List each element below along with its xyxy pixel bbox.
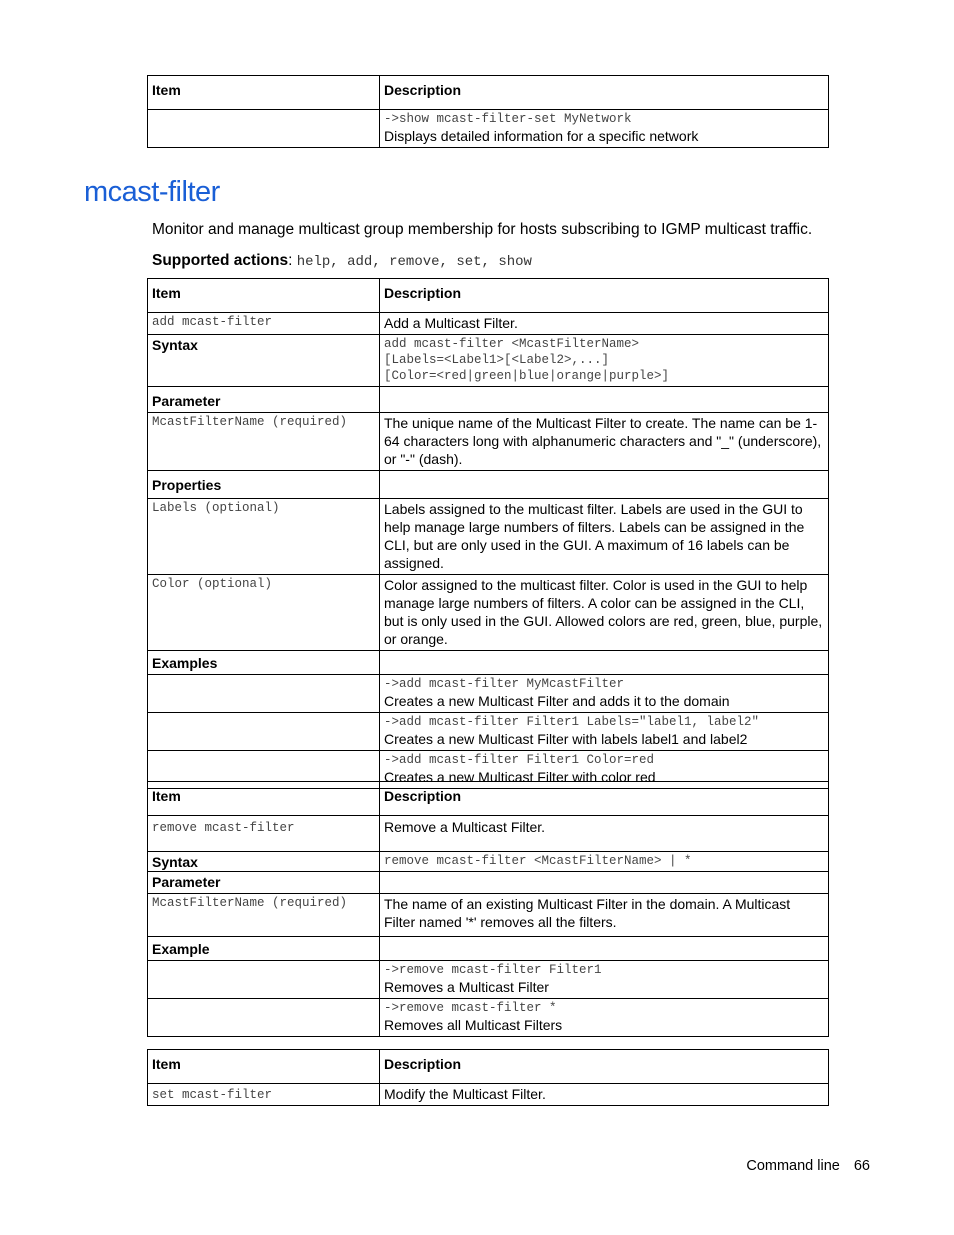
example-code: ->add mcast-filter MyMcastFilter [384, 677, 625, 691]
table-row [148, 999, 829, 1037]
properties-label: Properties [148, 471, 380, 499]
example-text: Displays detailed information for a specific network [384, 128, 699, 144]
color-description: Color assigned to the multicast filter. Color is used in the GUI to help manage large numbers of filters. A color can be assigned in the CLI, but is only used in the GUI. Allowed colors are red, green, blue, purple, or orange. [380, 575, 829, 651]
table-remove [147, 781, 829, 1037]
item-cell [148, 110, 380, 148]
table-set [147, 1049, 829, 1106]
empty-cell [380, 651, 829, 675]
table-row [148, 872, 829, 894]
example-cell [380, 713, 829, 751]
table-row [148, 894, 829, 937]
example-text: Creates a new Multicast Filter and adds it to the domain [384, 693, 730, 709]
example-cell [380, 999, 829, 1037]
table-row [148, 651, 829, 675]
table-row [148, 471, 829, 499]
parameter-name: McastFilterName (required) [152, 896, 348, 910]
table-row [148, 937, 829, 961]
table-row [148, 1084, 829, 1106]
example-code: ->show mcast-filter-set MyNetwork [384, 112, 632, 126]
example-label: Example [148, 937, 380, 961]
header-item: Item [148, 782, 380, 816]
color-name-cell [148, 575, 380, 651]
example-code: ->add mcast-filter Filter1 Labels="label1, label2" [384, 715, 760, 729]
page-number: 66 [853, 1158, 870, 1174]
supported-actions [152, 252, 532, 270]
supported-actions-separator: : [288, 252, 297, 269]
example-cell [380, 961, 829, 999]
header-description: Description [380, 76, 829, 110]
header-item: Item [148, 76, 380, 110]
syntax-line-2: [Labels=<Label1>[<Label2>,...] [384, 353, 610, 367]
table-row [148, 335, 829, 387]
parameter-label: Parameter [148, 387, 380, 413]
action-description: Add a Multicast Filter. [380, 313, 829, 335]
parameter-description: The unique name of the Multicast Filter to create. The name can be 1-64 characters long with alphanumeric characters and "_" (underscore), or "-" (dash). [380, 413, 829, 471]
syntax-label: Syntax [148, 852, 380, 872]
description-cell [380, 110, 829, 148]
empty-cell [380, 471, 829, 499]
empty-cell [148, 713, 380, 751]
empty-cell [380, 872, 829, 894]
table-row [148, 413, 829, 471]
table-row [148, 499, 829, 575]
action-cell [148, 1084, 380, 1106]
action-description: Modify the Multicast Filter. [380, 1084, 829, 1106]
header-description: Description [380, 1050, 829, 1084]
example-code: ->add mcast-filter Filter1 Color=red [384, 753, 655, 767]
parameter-name-cell [148, 894, 380, 937]
syntax-line-3: [Color=<red|green|blue|orange|purple>] [384, 369, 670, 383]
example-code: ->remove mcast-filter Filter1 [384, 963, 602, 977]
header-item: Item [148, 1050, 380, 1084]
header-description: Description [380, 279, 829, 313]
syntax-line-1: add mcast-filter <McastFilterName> [384, 337, 640, 351]
examples-label: Examples [148, 651, 380, 675]
empty-cell [380, 937, 829, 961]
table-row [148, 575, 829, 651]
empty-cell [380, 387, 829, 413]
action-code: set mcast-filter [152, 1088, 273, 1102]
table-add [147, 278, 829, 789]
example-text: Removes a Multicast Filter [384, 979, 549, 995]
action-code: add mcast-filter [152, 315, 273, 329]
action-cell [148, 313, 380, 335]
parameter-description: The name of an existing Multicast Filter in the domain. A Multicast Filter named '*' removes all the filters. [380, 894, 829, 937]
empty-cell [148, 999, 380, 1037]
table-row [148, 852, 829, 872]
table-row [148, 675, 829, 713]
color-name: Color (optional) [152, 577, 273, 591]
syntax-label: Syntax [148, 335, 380, 387]
labels-description: Labels assigned to the multicast filter. Labels are used in the GUI to help manage large numbers of filters. Labels can be assigned in the CLI, but are only used in the GUI. A maximum of 16 labels can be assigned. [380, 499, 829, 575]
section-intro: Monitor and manage multicast group membership for hosts subscribing to IGMP multicast traffic. [152, 221, 813, 238]
supported-actions-label: Supported actions [152, 252, 289, 269]
footer-section: Command line [746, 1158, 840, 1174]
example-text: Removes all Multicast Filters [384, 1017, 563, 1033]
parameter-label: Parameter [148, 872, 380, 894]
example-text: Creates a new Multicast Filter with labels label1 and label2 [384, 731, 748, 747]
parameter-name: McastFilterName (required) [152, 415, 348, 429]
empty-cell [148, 961, 380, 999]
section-title: mcast-filter [84, 176, 220, 208]
action-code: remove mcast-filter [152, 821, 295, 835]
syntax-code: remove mcast-filter <McastFilterName> | * [384, 854, 692, 868]
action-cell [148, 816, 380, 852]
header-item: Item [148, 279, 380, 313]
labels-name-cell [148, 499, 380, 575]
table-row [148, 387, 829, 413]
table-row [148, 816, 829, 852]
table-row [148, 713, 829, 751]
syntax-cell [380, 335, 829, 387]
action-description: Remove a Multicast Filter. [380, 816, 829, 852]
parameter-name-cell [148, 413, 380, 471]
table-row [148, 110, 829, 148]
empty-cell [148, 675, 380, 713]
example-cell [380, 675, 829, 713]
labels-name: Labels (optional) [152, 501, 280, 515]
table-row [148, 313, 829, 335]
table-show-continued [147, 75, 829, 148]
page-footer [746, 1158, 870, 1174]
table-row [148, 961, 829, 999]
supported-actions-list: help, add, remove, set, show [296, 254, 532, 270]
syntax-cell [380, 852, 829, 872]
header-description: Description [380, 782, 829, 816]
example-code: ->remove mcast-filter * [384, 1001, 557, 1015]
example-text: Creates a new Multicast Filter with color red [384, 769, 656, 785]
